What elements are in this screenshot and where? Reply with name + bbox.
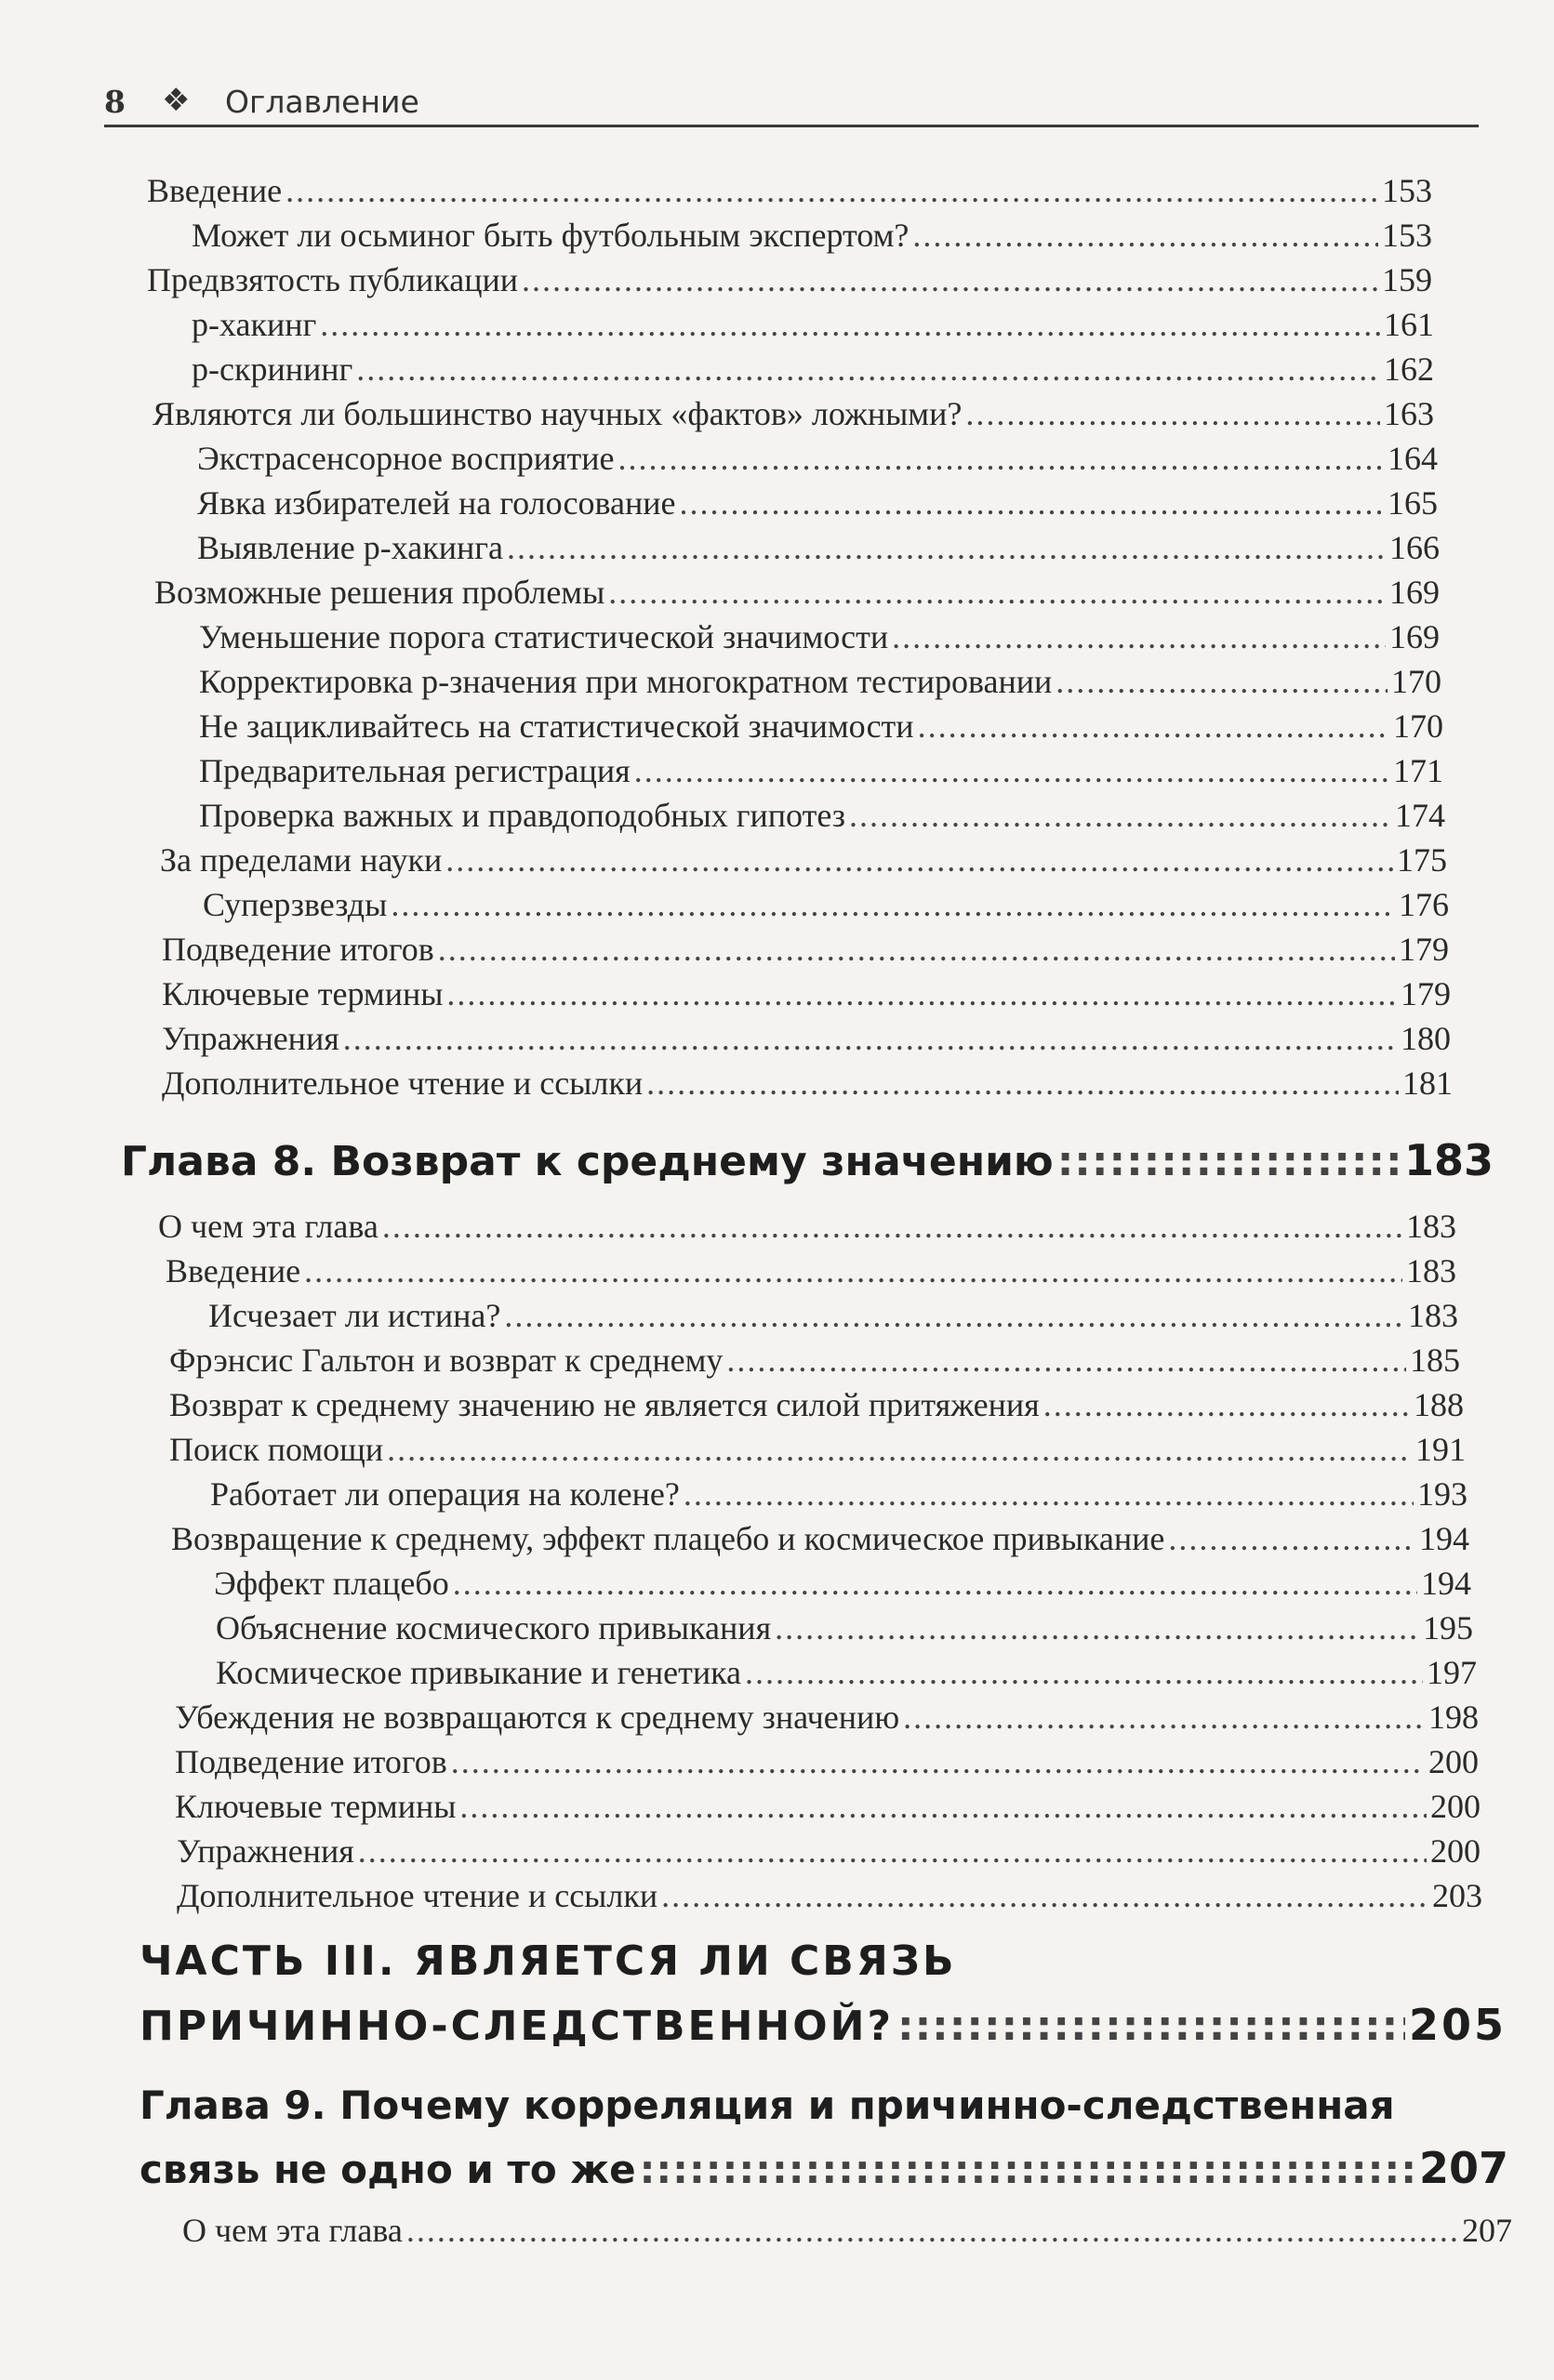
toc-entry[interactable] [199, 794, 1445, 837]
toc-entry-page: 194 [1419, 1520, 1469, 1557]
toc-entry[interactable] [197, 526, 1440, 569]
toc-entry-page: 170 [1393, 707, 1443, 745]
dot-leader [1168, 1517, 1415, 1560]
toc-entry[interactable] [182, 2209, 1512, 2252]
toc-entry-page: 169 [1389, 574, 1440, 611]
toc-entry-title: Дополнительное чтение и ссылки [162, 1064, 644, 1102]
toc-entry-page: 191 [1415, 1431, 1466, 1468]
toc-entry-title: Поиск помощи [169, 1431, 384, 1468]
dot-leader [745, 1651, 1423, 1694]
toc-entry-title: Являются ли большинство научных «фактов» ложными? [153, 395, 963, 432]
toc-entry-page: 162 [1384, 350, 1434, 388]
toc-entry-title: Дополнительное чтение и ссылки [177, 1877, 658, 1914]
toc-entry-title: Явка избирателей на голосование [197, 484, 676, 522]
dot-leader [892, 615, 1386, 658]
toc-entry-page: 164 [1388, 440, 1438, 477]
toc-entry-page: 159 [1382, 261, 1432, 298]
dot-leader [356, 348, 1380, 390]
dot-leader [640, 2144, 1415, 2196]
toc-entry-page: 170 [1391, 663, 1441, 700]
part-heading-line-2: ПРИЧИННО-СЛЕДСТВЕННОЙ? [139, 2003, 894, 2050]
toc-entry[interactable] [177, 1874, 1482, 1917]
toc-entry[interactable] [210, 1473, 1468, 1515]
toc-entry[interactable] [171, 1517, 1469, 1560]
toc-entry-page: 183 [1406, 1208, 1456, 1245]
dot-leader [684, 1473, 1414, 1515]
dot-leader [387, 1428, 1412, 1471]
toc-entry[interactable] [192, 214, 1432, 257]
dot-leader [522, 258, 1378, 301]
toc-entry-title: Корректировка p-значения при многократном тестировании [199, 663, 1053, 700]
toc-entry-page: 176 [1399, 886, 1449, 923]
dot-leader [918, 705, 1389, 747]
chapter-heading [139, 2142, 1508, 2196]
toc-entry[interactable] [197, 482, 1438, 524]
toc-entry[interactable] [147, 258, 1432, 301]
toc-entry-page: 188 [1414, 1386, 1464, 1423]
dot-leader [459, 1785, 1427, 1828]
toc-entry[interactable] [160, 839, 1447, 881]
toc-entry-page: 171 [1393, 752, 1443, 789]
dot-leader [382, 1205, 1402, 1248]
toc-entry[interactable] [177, 1830, 1481, 1872]
toc-entry-title: Выявление p-хакинга [197, 529, 503, 566]
toc-entry-title: Объяснение космического привыкания [216, 1609, 772, 1646]
dot-leader [849, 794, 1391, 837]
toc-entry-title: О чем эта глава [158, 1208, 379, 1245]
toc-entry[interactable] [158, 1205, 1456, 1248]
toc-entry-title: За пределами науки [160, 841, 443, 879]
toc-entry-title: Фрэнсис Гальтон и возврат к среднему [169, 1342, 724, 1379]
chapter-heading-line-1: Глава 9. Почему корреляция и причинно-следственная [139, 2082, 1395, 2128]
dot-leader [391, 883, 1395, 926]
toc-entry-title: Уменьшение порога статистической значимости [199, 618, 889, 655]
dot-leader [304, 1250, 1402, 1292]
toc-entry-title: Ключевые термины [175, 1788, 457, 1825]
toc-entry-page: 183 [1403, 1135, 1494, 1185]
toc-entry-page: 203 [1432, 1877, 1482, 1914]
toc-entry-page: 181 [1402, 1064, 1453, 1102]
toc-entry-page: 185 [1410, 1342, 1460, 1379]
dot-leader [965, 392, 1380, 435]
toc-entry[interactable] [199, 615, 1440, 658]
dot-leader [912, 214, 1378, 257]
toc-entry-title: Подведение итогов [175, 1743, 447, 1780]
toc-entry[interactable] [153, 392, 1434, 435]
toc-entry-page: 165 [1388, 484, 1438, 522]
toc-entry[interactable] [192, 348, 1434, 390]
dot-leader [1043, 1383, 1410, 1426]
toc-entry-title: Не зацикливайтесь на статистической значимости [199, 707, 914, 745]
toc-entry-title: Возврат к среднему значению не является силой притяжения [169, 1386, 1040, 1423]
toc-entry-title: Предварительная регистрация [199, 752, 631, 789]
section-title: Оглавление [225, 84, 419, 120]
toc-entry[interactable] [199, 749, 1443, 792]
toc-entry-title: Работает ли операция на колене? [210, 1475, 680, 1513]
dot-leader [726, 1339, 1406, 1382]
dot-leader [507, 526, 1386, 569]
toc-entry[interactable] [162, 1017, 1451, 1060]
toc-entry[interactable] [162, 1062, 1453, 1104]
toc-entry-page: 193 [1417, 1475, 1468, 1513]
toc-entry-title: p-хакинг [192, 306, 317, 343]
page-number-ref: 207 [1418, 2143, 1508, 2193]
dot-leader [634, 749, 1389, 792]
dot-leader [679, 482, 1384, 524]
toc-entry-title: Возможные решения проблемы [154, 574, 605, 611]
dot-leader [903, 1696, 1425, 1739]
toc-entry-page: 183 [1408, 1297, 1458, 1334]
dot-leader [1056, 660, 1388, 703]
toc-entry[interactable] [216, 1606, 1473, 1649]
page-number: 8 [104, 84, 126, 120]
toc-entry-page: 161 [1384, 306, 1434, 343]
toc-entry-page: 175 [1397, 841, 1447, 879]
toc-entry-title: Экстрасенсорное восприятие [197, 440, 615, 477]
dot-leader [646, 1062, 1399, 1104]
toc-entry-title: Введение [147, 172, 283, 209]
toc-entry[interactable] [216, 1651, 1477, 1694]
chapter-heading-title: Глава 8. Возврат к среднему значению [121, 1138, 1054, 1185]
dot-leader [320, 303, 1380, 346]
toc-entry-page: 179 [1401, 975, 1451, 1012]
toc-entry-page: 153 [1382, 172, 1432, 209]
toc-entry-title: p-скрининг [192, 350, 353, 388]
toc-entry[interactable] [166, 1250, 1456, 1292]
toc-entry[interactable] [175, 1740, 1479, 1783]
toc-entry[interactable] [175, 1696, 1479, 1739]
toc-entry[interactable] [162, 972, 1451, 1015]
toc-entry[interactable] [203, 883, 1449, 926]
toc-entry-title: Эффект плацебо [214, 1565, 449, 1602]
toc-entry[interactable] [154, 571, 1440, 614]
dot-leader [504, 1294, 1404, 1337]
toc-entry-page: 195 [1423, 1609, 1473, 1646]
toc-entry[interactable] [197, 437, 1438, 480]
toc-entry[interactable] [147, 169, 1432, 212]
toc-entry[interactable] [199, 705, 1443, 747]
toc-entry-title: Исчезает ли истина? [208, 1297, 501, 1334]
ornament-icon: ❖ [162, 82, 191, 119]
toc-entry-page: 169 [1389, 618, 1440, 655]
toc-entry-page: 194 [1421, 1565, 1471, 1602]
toc-entry-title: Может ли осьминог быть футбольным экспертом? [192, 217, 910, 254]
toc-entry-title: Введение [166, 1252, 301, 1289]
dot-leader [446, 972, 1397, 1015]
dot-leader [1057, 1136, 1401, 1188]
dot-leader [453, 1562, 1417, 1605]
toc-entry-page: 163 [1384, 395, 1434, 432]
toc-entry-title: Упражнения [177, 1832, 354, 1870]
toc-entry[interactable] [169, 1339, 1460, 1382]
toc-entry[interactable] [162, 928, 1449, 971]
dot-leader [445, 839, 1393, 881]
toc-entry-page: 166 [1389, 529, 1440, 566]
toc-entry-title: Убеждения не возвращаются к среднему значению [175, 1699, 900, 1736]
dot-leader [618, 437, 1384, 480]
toc-entry-page: 200 [1428, 1743, 1479, 1780]
toc-entry-title: Подведение итогов [162, 931, 434, 968]
toc-entry-page: 183 [1406, 1252, 1456, 1289]
toc-entry-page: 200 [1430, 1832, 1481, 1870]
toc-entry-page: 180 [1401, 1020, 1451, 1057]
toc-entry-title: О чем эта глава [182, 2212, 403, 2249]
part-heading [139, 1999, 1507, 2053]
dot-leader [775, 1606, 1419, 1649]
chapter-heading-line-2: связь не одно и то же [139, 2147, 636, 2192]
toc-entry[interactable] [175, 1785, 1481, 1828]
toc-entry-title: Предвзятость публикации [147, 261, 519, 298]
toc-entry[interactable] [169, 1428, 1466, 1471]
toc-entry[interactable] [192, 303, 1434, 346]
toc-entry-page: 200 [1430, 1788, 1481, 1825]
dot-leader [451, 1740, 1425, 1783]
dot-leader [661, 1874, 1428, 1917]
dot-leader [286, 169, 1378, 212]
page-number-ref: 205 [1408, 2000, 1507, 2050]
dot-leader [608, 571, 1386, 614]
part-heading-line-1: ЧАСТЬ III. ЯВЛЯЕТСЯ ЛИ СВЯЗЬ [139, 1937, 957, 1985]
toc-entry-page: 197 [1427, 1654, 1477, 1691]
toc-entry-page: 207 [1462, 2212, 1512, 2249]
toc-entry[interactable] [208, 1294, 1458, 1337]
toc-entry[interactable] [199, 660, 1441, 703]
dot-leader [343, 1017, 1397, 1060]
toc-entry-title: Возвращение к среднему, эффект плацебо и космическое привыкание [171, 1520, 1165, 1557]
toc-entry[interactable] [169, 1383, 1464, 1426]
chapter-heading[interactable] [121, 1134, 1494, 1188]
toc-entry-title: Проверка важных и правдоподобных гипотез [199, 797, 845, 834]
toc-entry-title: Упражнения [162, 1020, 339, 1057]
toc-entry-title: Суперзвезды [203, 886, 388, 923]
dot-leader [897, 2001, 1405, 2053]
toc-entry-page: 179 [1399, 931, 1449, 968]
toc-entry-title: Космическое привыкание и генетика [216, 1654, 742, 1691]
toc-entry-page: 198 [1428, 1699, 1479, 1736]
dot-leader [358, 1830, 1427, 1872]
toc-entry-title: Ключевые термины [162, 975, 444, 1012]
toc-entry[interactable] [214, 1562, 1471, 1605]
dot-leader [406, 2209, 1458, 2252]
toc-entry-page: 153 [1382, 217, 1432, 254]
dot-leader [438, 928, 1395, 971]
toc-entry-page: 174 [1395, 797, 1445, 834]
